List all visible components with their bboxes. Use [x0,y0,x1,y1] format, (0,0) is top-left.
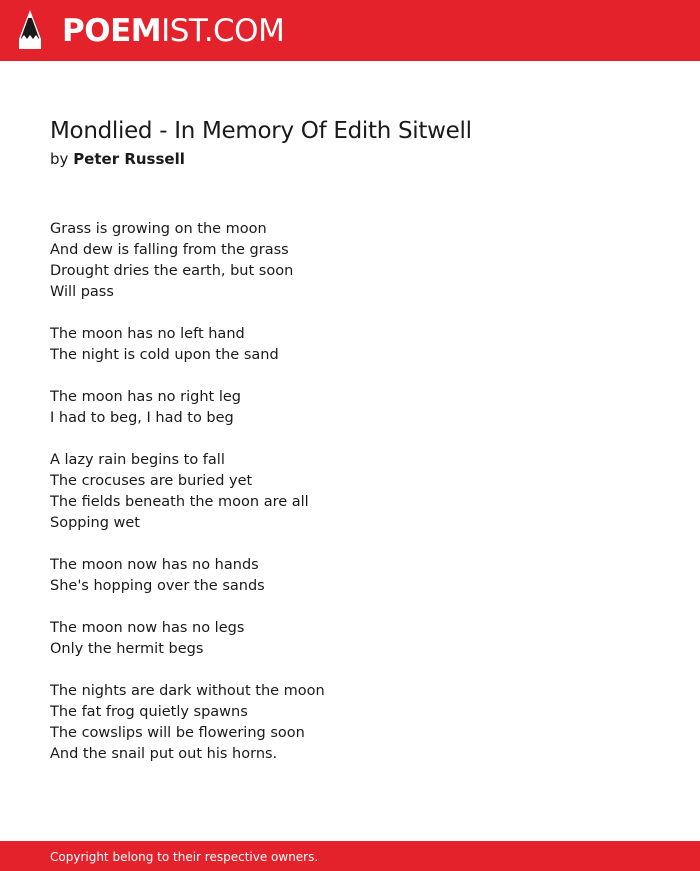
by-label: by [50,150,69,168]
poem-line: And dew is falling from the grass [50,242,289,258]
site-footer [0,841,700,871]
poem-stanza [50,450,650,534]
poem-line: The moon now has no hands [50,557,259,573]
site-logo[interactable] [62,13,284,49]
pencil-tip-icon [17,9,43,51]
poem-byline [50,149,185,169]
poem-title: Mondlied - In Memory Of Edith Sitwell [50,118,472,144]
poem-line: Only the hermit begs [50,641,204,657]
site-header [0,0,700,61]
poem-author: Peter Russell [73,150,185,168]
poem-line: The night is cold upon the sand [50,347,279,363]
poem-line: The cowslips will be flowering soon [50,725,305,741]
poem-line: The fields beneath the moon are all [50,494,309,510]
poem-line: Grass is growing on the moon [50,221,267,237]
poem-stanza [50,618,650,660]
poem-line: The nights are dark without the moon [50,683,325,699]
poem-line: The moon now has no legs [50,620,245,636]
poem-stanza [50,219,650,303]
poem-line: Sopping wet [50,515,140,531]
poem-line: Will pass [50,284,114,300]
poem-line: She's hopping over the sands [50,578,265,594]
poem-line: The moon has no right leg [50,389,241,405]
poem-line: The moon has no left hand [50,326,245,342]
poem-line: And the snail put out his horns. [50,746,278,762]
poem-stanza [50,324,650,366]
poem-line: Drought dries the earth, but soon [50,263,294,279]
copyright-text: Copyright belong to their respective owners. [50,850,319,864]
poem-stanza [50,681,650,765]
poem-line: A lazy rain begins to fall [50,452,225,468]
logo-text-bold: POEM [62,13,162,49]
poem-line: The crocuses are buried yet [50,473,253,489]
logo-text-light: IST.COM [161,13,285,49]
poem-stanza [50,387,650,429]
poem-stanza [50,555,650,597]
poem-body [50,219,650,786]
poem-line: I had to beg, I had to beg [50,410,234,426]
poem-line: The fat frog quietly spawns [50,704,248,720]
